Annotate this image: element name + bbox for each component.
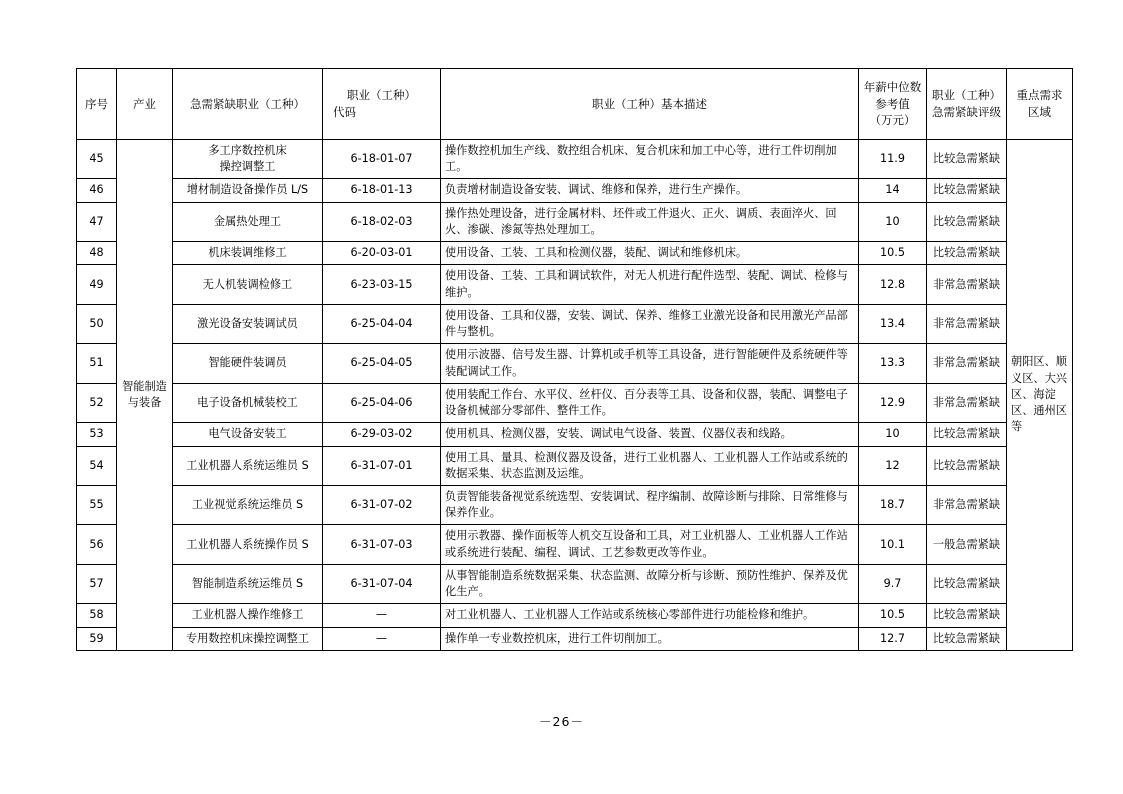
cell-description: 负责增材制造设备安装、调试、维修和保养，进行生产操作。 [441, 179, 859, 202]
cell-industry [117, 140, 173, 651]
cell-level: 非常急需紧缺 [927, 265, 1007, 304]
industry-line1: 智能制造 [122, 379, 167, 393]
table-body [77, 140, 1073, 651]
cell-description: 使用设备、工装、工具和检测仪器，装配、调试和维修机床。 [441, 242, 859, 265]
cell-seq: 58 [77, 604, 117, 627]
cell-salary: 14 [859, 179, 927, 202]
cell-salary: 12.7 [859, 627, 927, 650]
cell-occupation: 无人机装调检修工 [173, 265, 323, 304]
cell-level: 比较急需紧缺 [927, 242, 1007, 265]
cell-salary: 10.5 [859, 604, 927, 627]
cell-level: 比较急需紧缺 [927, 564, 1007, 603]
cell-occupation: 激光设备安装调试员 [173, 304, 323, 343]
cell-level: 非常急需紧缺 [927, 485, 1007, 524]
table-row [77, 304, 1073, 343]
header-row [77, 69, 1073, 140]
cell-seq: 48 [77, 242, 117, 265]
table-sheet [76, 68, 1067, 651]
table-row [77, 179, 1073, 202]
cell-code: 6-25-04-06 [323, 383, 441, 422]
cell-code: 6-31-07-02 [323, 485, 441, 524]
cell-level: 比较急需紧缺 [927, 604, 1007, 627]
cell-description: 对工业机器人、工业机器人工作站或系统核心零部件进行功能检修和维护。 [441, 604, 859, 627]
industry-line2: 与装备 [127, 395, 162, 409]
table-row [77, 242, 1073, 265]
cell-occupation [173, 140, 323, 179]
cell-level: 非常急需紧缺 [927, 304, 1007, 343]
occupation-line2: 操控调整工 [219, 160, 276, 174]
table-row [77, 202, 1073, 241]
cell-code: 6-18-01-13 [323, 179, 441, 202]
cell-code: 6-20-03-01 [323, 242, 441, 265]
header-level-line2: 急需紧缺评级 [932, 105, 1001, 119]
cell-level: 比较急需紧缺 [927, 202, 1007, 241]
cell-code: — [323, 604, 441, 627]
header-salary-line1: 年薪中位数 [863, 79, 922, 94]
header-salary-line2: 参考值 [875, 96, 910, 111]
cell-description: 操作单一专业数控机床，进行工件切削加工。 [441, 627, 859, 650]
cell-description: 使用设备、工装、工具和调试软件，对无人机进行配件选型、装配、调试、检修与维护。 [441, 265, 859, 304]
cell-description: 使用示教器、操作面板等人机交互设备和工具，对工业机器人、工业机器人工作站或系统进行装配、编程、调试、工艺参数更改等作业。 [441, 525, 859, 564]
cell-salary: 12.8 [859, 265, 927, 304]
cell-code: 6-31-07-03 [323, 525, 441, 564]
cell-level: 比较急需紧缺 [927, 140, 1007, 179]
cell-seq: 52 [77, 383, 117, 422]
cell-occupation: 金属热处理工 [173, 202, 323, 241]
cell-level: 一般急需紧缺 [927, 525, 1007, 564]
cell-salary: 10.5 [859, 242, 927, 265]
cell-seq: 57 [77, 564, 117, 603]
cell-description: 操作数控机加生产线、数控组合机床、复合机床和加工中心等，进行工件切削加工。 [441, 140, 859, 179]
table-row [77, 423, 1073, 446]
cell-salary: 9.7 [859, 564, 927, 603]
cell-occupation: 专用数控机床操控调整工 [173, 627, 323, 650]
cell-salary: 12 [859, 446, 927, 485]
occupation-line1: 多工序数控机床 [208, 144, 287, 157]
table-row [77, 564, 1073, 603]
cell-occupation: 工业机器人系统运维员 S [173, 446, 323, 485]
header-region [1007, 69, 1073, 140]
cell-code: 6-31-07-01 [323, 446, 441, 485]
cell-seq: 45 [77, 140, 117, 179]
cell-occupation: 增材制造设备操作员 L/S [173, 179, 323, 202]
cell-code: 6-25-04-04 [323, 304, 441, 343]
cell-region: 朝阳区、顺义区、大兴区、海淀区、通州区等 [1007, 140, 1073, 651]
header-industry: 产业 [117, 69, 173, 140]
table-row [77, 383, 1073, 422]
cell-code: 6-18-02-03 [323, 202, 441, 241]
cell-seq: 56 [77, 525, 117, 564]
cell-salary: 10.1 [859, 525, 927, 564]
cell-level: 非常急需紧缺 [927, 383, 1007, 422]
cell-seq: 47 [77, 202, 117, 241]
cell-level: 比较急需紧缺 [927, 446, 1007, 485]
cell-seq: 55 [77, 485, 117, 524]
cell-seq: 53 [77, 423, 117, 446]
cell-level: 非常急需紧缺 [927, 344, 1007, 383]
cell-code: 6-23-03-15 [323, 265, 441, 304]
cell-description: 使用装配工作台、水平仪、丝杆仪、百分表等工具、设备和仪器，装配、调整电子设备机械部分零部件、整件工作。 [441, 383, 859, 422]
cell-code: 6-18-01-07 [323, 140, 441, 179]
header-code-line2: 代码 [333, 105, 356, 119]
table-row [77, 627, 1073, 650]
table-header [77, 69, 1073, 140]
table-row [77, 265, 1073, 304]
header-occupation: 急需紧缺职业（工种） [173, 69, 323, 140]
cell-salary: 18.7 [859, 485, 927, 524]
cell-salary: 10 [859, 202, 927, 241]
cell-seq: 50 [77, 304, 117, 343]
cell-occupation: 工业视觉系统运维员 S [173, 485, 323, 524]
header-code-line1: 职业（工种） [347, 88, 416, 103]
cell-occupation: 智能制造系统运维员 S [173, 564, 323, 603]
header-region-line2: 区域 [1028, 105, 1051, 119]
cell-description: 使用示波器、信号发生器、计算机或手机等工具设备，进行智能硬件及系统硬件等装配调试工作。 [441, 344, 859, 383]
cell-description: 负责智能装备视觉系统选型、安装调试、程序编制、故障诊断与排除、日常维修与保养作业。 [441, 485, 859, 524]
cell-description: 使用设备、工具和仪器，安装、调试、保养、维修工业激光设备和民用激光产品部件与整机。 [441, 304, 859, 343]
cell-seq: 49 [77, 265, 117, 304]
cell-salary: 12.9 [859, 383, 927, 422]
header-description: 职业（工种）基本描述 [441, 69, 859, 140]
cell-description: 操作热处理设备，进行金属材料、坯件或工件退火、正火、调质、表面淬火、回火、渗碳、渗氮等热处理加工。 [441, 202, 859, 241]
cell-occupation: 工业机器人操作维修工 [173, 604, 323, 627]
cell-salary: 13.3 [859, 344, 927, 383]
cell-level: 比较急需紧缺 [927, 179, 1007, 202]
cell-code: 6-29-03-02 [323, 423, 441, 446]
cell-code: 6-31-07-04 [323, 564, 441, 603]
header-seq: 序号 [77, 69, 117, 140]
header-salary-line3: （万元） [869, 113, 916, 128]
table-row [77, 344, 1073, 383]
cell-level: 比较急需紧缺 [927, 423, 1007, 446]
cell-occupation: 电子设备机械装校工 [173, 383, 323, 422]
header-salary [859, 69, 927, 140]
table-row [77, 446, 1073, 485]
page-number: －26－ [539, 714, 584, 729]
header-code [323, 69, 441, 140]
table-row [77, 525, 1073, 564]
cell-seq: 51 [77, 344, 117, 383]
cell-level: 比较急需紧缺 [927, 627, 1007, 650]
cell-salary: 10 [859, 423, 927, 446]
cell-salary: 11.9 [859, 140, 927, 179]
cell-code: 6-25-04-05 [323, 344, 441, 383]
cell-description: 使用工具、量具、检测仪器及设备，进行工业机器人、工业机器人工作站或系统的数据采集、状态监测及运维。 [441, 446, 859, 485]
cell-occupation: 工业机器人系统操作员 S [173, 525, 323, 564]
cell-seq: 54 [77, 446, 117, 485]
occupation-shortage-table [76, 68, 1073, 651]
cell-occupation: 电气设备安装工 [173, 423, 323, 446]
cell-description: 从事智能制造系统数据采集、状态监测、故障分析与诊断、预防性维护、保养及优化生产。 [441, 564, 859, 603]
cell-occupation: 机床装调维修工 [173, 242, 323, 265]
table-row [77, 140, 1073, 179]
header-region-line1: 重点需求 [1016, 88, 1063, 103]
cell-code: — [323, 627, 441, 650]
header-level-line1: 职业（工种） [932, 88, 1001, 103]
cell-occupation: 智能硬件装调员 [173, 344, 323, 383]
cell-salary: 13.4 [859, 304, 927, 343]
table-row [77, 485, 1073, 524]
cell-description: 使用机具、检测仪器，安装、调试电气设备、装置、仪器仪表和线路。 [441, 423, 859, 446]
cell-seq: 59 [77, 627, 117, 650]
header-level [927, 69, 1007, 140]
cell-seq: 46 [77, 179, 117, 202]
table-row [77, 604, 1073, 627]
